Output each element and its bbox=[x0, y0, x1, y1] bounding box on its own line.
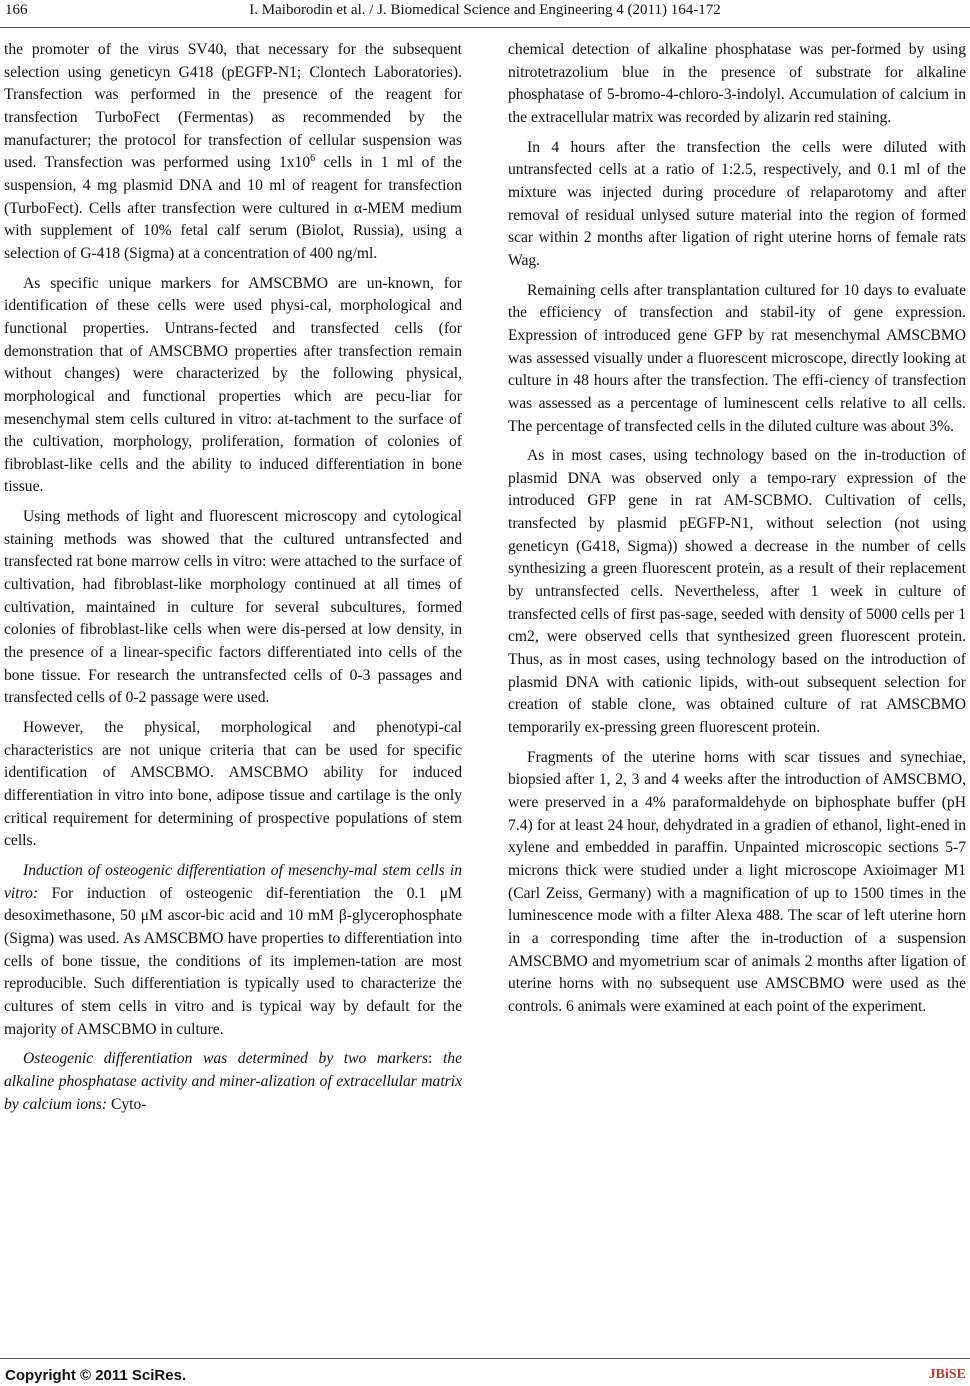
running-title: I. Maiborodin et al. / J. Biomedical Science and Engineering 4 (2011) 164-172 bbox=[249, 2, 721, 18]
subsection-heading: Induction of osteogenic differentiation of mesenchy-mal stem cells in vitro: bbox=[4, 861, 462, 902]
paragraph: Using methods of light and fluorescent microscopy and cytological staining methods was showed that the cultured untransfected and transfected rat bone marrow cells in vitro: were attached to the surface of cultivation, had fibroblast-like morphology continued at all times of cultivation, maintained in culture for several subcultures, formed colonies of fibroblast-like cells when were dis-persed at low density, in the presence of a linear-specific factors differentiated into cells of the bone tissue. For research the untransfected cells of 0-3 passages and transfected cells of 0-2 passage were used. bbox=[4, 508, 462, 707]
page-footer bbox=[0, 1358, 970, 1386]
left-column bbox=[4, 39, 462, 1116]
paragraph: However, the physical, morphological and phenotypi-cal characteristics are not unique criteria that can be used for specific identification of AMSCBMO. AMSCBMO ability for induced differentiation in vitro into bone, adipose tissue and cartilage is the only critical requirement for determining of prospective populations of stem cells. bbox=[4, 719, 462, 850]
copyright-notice: Copyright © 2011 SciRes. bbox=[5, 1367, 187, 1384]
right-column bbox=[508, 39, 966, 1019]
header-rule bbox=[0, 27, 970, 28]
page-number: 166 bbox=[5, 2, 28, 18]
paragraph: chemical detection of alkaline phosphatase was per-formed by using nitrotetrazolium blue in the presence of substrate for alkaline phosphatase of 5-bromo-4-chloro-3-indolyl. Accumulation of calcium in the extracellular matrix was recorded by alizarin red staining. bbox=[508, 41, 966, 126]
paragraph: Fragments of the uterine horns with scar tissues and synechiae, biopsied after 1, 2, 3 and 4 weeks after the introduction of AMSCBMO, were preserved in a 4% paraformaldehyde on biphosphate buffer (pH 7.4) for at least 24 hour, dehydrated in a gradien of ethanol, light-ened in xylene and embedded in paraffin. Unpainted microscopic sections 5-7 microns thick were studied under a light microscope Axioimager M1 (Carl Zeiss, Germany) with a magnification of up to 1500 times in the luminescence mode with a filter Alexa 488. The scar of left uterine horn in a corresponding time after the in-troduction of a suspension AMSCBMO and myometrium scar of animals 2 months after ligation of uterine horns with no subsequent use AMSCBMO were used as the controls. 6 animals were examined at each point of the experiment. bbox=[508, 748, 966, 1015]
subsection-heading: Osteogenic differentiation was determined by two markers bbox=[23, 1050, 429, 1068]
paragraph: Remaining cells after transplantation cultured for 10 days to evaluate the efficiency of transfection and stabil-ity of gene expression. Expression of introduced gene GFP by rat mesenchymal AMSCBMO was assessed visually under a fluorescent microscope, directly looking at culture in 48 hours after the transfection. The effi-ciency of transfection was assessed as a percentage of luminescent cells relative to all cells. The percentage of transfected cells in the diluted culture was about 3%. bbox=[508, 281, 966, 435]
journal-abbreviation: JBiSE bbox=[928, 1367, 966, 1382]
footer-rule bbox=[0, 1358, 970, 1359]
paragraph: As specific unique markers for AMSCBMO are un-known, for identification of these cells were used physi-cal, morphological and functional properties. Untrans-fected and transfected cells (for demonstration that of AMSCBMO properties after transfection remain without changes) were characterized by the following physical, morphological and functional properties which are pecu-liar for mesenchymal stem cells cultured in vitro: at-tachment to the surface of the cultivation, morphology, proliferation, formation of colonies of fibroblast-like cells and the ability to induced differentiation in bone tissue. bbox=[4, 274, 462, 496]
paragraph: the promoter of the virus SV40, that necessary for the subsequent selection using geneticyn G418 (pEGFP-N1; Clontech Laboratories). Transfection was performed in the presence of the reagent for transfection TurboFect (Fermentas) as recommended by the manufacturer; the protocol for transfection of cellular suspension was used. Transfection was performed using $1x10^6$ cells in 1 ml of the suspension, 4 mg plasmid DNA and 10 ml of reagent for transfection (TurboFect). Cells after transfection were cultured in α-MEM medium with supplement of 10% fetal calf serum (Biolot, Russia), using a selection of G-418 (Sigma) at a concentration of 400 ng/ml. bbox=[4, 41, 462, 262]
paragraph: In 4 hours after the transfection the cells were diluted with untransfected cells at a ratio of 1:2.5, respectively, and 0.1 ml of the mixture was injected during procedure of relaparotomy and after removal of residual unlysed suture material into the region of formed scar within 2 months after ligation of right uterine horns of female rats Wag. bbox=[508, 138, 966, 269]
paragraph: Osteogenic differentiation was determined by two markers: the alkaline phosphatase activity and miner-alization of extracellular matrix by calcium ions: Cyto- bbox=[4, 1050, 463, 1113]
paragraph: Induction of osteogenic differentiation of mesenchy-mal stem cells in vitro: For induction of osteogenic dif-ferentiation the 0.1 μM desoximethasone, 50 μM ascor-bic acid and 10 mM β-glycerophosphate (Sigma) was used. As AMSCBMO have properties to differentiation into cells of bone tissue, the conditions of its implemen-tation are most reproducible. Such differentiation is typically used to characterize the cultures of stem cells in vitro and is typical way by default for the majority of AMSCBMO in culture. bbox=[4, 861, 462, 1038]
paragraph: As in most cases, using technology based on the in-troduction of plasmid DNA was observed only a tempo-rary expression of the introduced GFP gene in rat AM-SCBMO. Cultivation of cells, transfected by plasmid pEGFP-N1, without selection (not using geneticyn (G418, Sigma)) showed a decrease in the number of cells synthesizing a green fluorescent protein, as a result of their replacement by untransfected cells. Nevertheless, after 1 week in culture of transfected cells of first pas-sage, seeded with density of 5000 cells per 1 cm2, were observed cells that synthesized green fluorescent protein. Thus, as in most cases, using technology based on the introduction of plasmid DNA with cationic lipids, with-out subsequent selection for creation of stable clone, was obtained culture of rat AMSCBMO temporarily ex-pressing green fluorescent protein. bbox=[508, 447, 966, 737]
page-header bbox=[0, 0, 970, 32]
